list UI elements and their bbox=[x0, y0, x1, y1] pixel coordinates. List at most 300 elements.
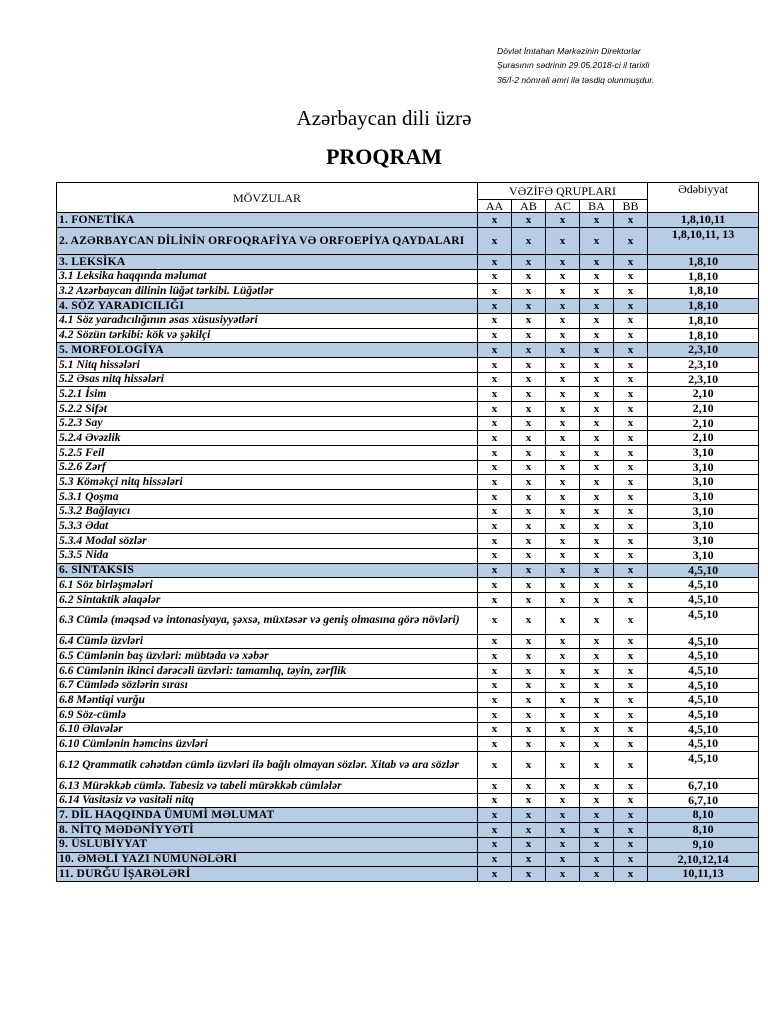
group-mark-cell: x bbox=[580, 578, 614, 593]
group-mark-cell: x bbox=[580, 269, 614, 284]
group-mark-cell: x bbox=[580, 431, 614, 446]
subtopic-row bbox=[57, 752, 759, 779]
topic-cell: 3.1 Leksika haqqında məlumat bbox=[57, 269, 478, 284]
topic-cell: 5.3.1 Qoşma bbox=[57, 490, 478, 505]
group-mark-cell: x bbox=[614, 737, 648, 752]
group-code-ba: BA bbox=[580, 200, 614, 213]
group-mark-cell: x bbox=[478, 387, 512, 402]
section-row bbox=[57, 867, 759, 882]
topic-cell: 9. ÜSLUBİYYAT bbox=[57, 837, 478, 852]
group-mark-cell: x bbox=[614, 808, 648, 823]
group-mark-cell: x bbox=[478, 372, 512, 387]
group-mark-cell: x bbox=[478, 504, 512, 519]
group-mark-cell: x bbox=[478, 678, 512, 693]
group-mark-cell: x bbox=[546, 357, 580, 372]
subtopic-row bbox=[57, 269, 759, 284]
literature-cell: 4,5,10 bbox=[648, 708, 759, 723]
literature-cell: 4,5,10 bbox=[648, 693, 759, 708]
group-mark-cell: x bbox=[512, 504, 546, 519]
group-mark-cell: x bbox=[512, 752, 546, 779]
group-mark-cell: x bbox=[580, 852, 614, 867]
group-mark-cell: x bbox=[580, 563, 614, 578]
group-mark-cell: x bbox=[546, 446, 580, 461]
group-mark-cell: x bbox=[580, 737, 614, 752]
group-mark-cell: x bbox=[512, 255, 546, 270]
subtopic-row bbox=[57, 519, 759, 534]
literature-cell: 4,5,10 bbox=[648, 634, 759, 649]
group-mark-cell: x bbox=[546, 328, 580, 343]
subtopic-row bbox=[57, 722, 759, 737]
literature-cell: 2,10 bbox=[648, 387, 759, 402]
subtopic-row bbox=[57, 313, 759, 328]
group-mark-cell: x bbox=[478, 548, 512, 563]
topic-cell: 6.4 Cümlə üzvləri bbox=[57, 634, 478, 649]
group-mark-cell: x bbox=[614, 867, 648, 882]
literature-cell: 1,8,10 bbox=[648, 328, 759, 343]
group-mark-cell: x bbox=[580, 779, 614, 794]
group-mark-cell: x bbox=[614, 490, 648, 505]
group-mark-cell: x bbox=[512, 269, 546, 284]
group-mark-cell: x bbox=[546, 752, 580, 779]
group-mark-cell: x bbox=[546, 284, 580, 299]
group-mark-cell: x bbox=[512, 708, 546, 723]
group-mark-cell: x bbox=[580, 793, 614, 808]
literature-cell: 2,10 bbox=[648, 431, 759, 446]
group-mark-cell: x bbox=[580, 649, 614, 664]
group-mark-cell: x bbox=[546, 387, 580, 402]
subtopic-row bbox=[57, 607, 759, 634]
topic-cell: 6.7 Cümlədə sözlərin sırası bbox=[57, 678, 478, 693]
group-mark-cell: x bbox=[512, 592, 546, 607]
approval-line-1: Dövlət İmtahan Mərkəzinin Direktorlar bbox=[497, 46, 641, 56]
group-mark-cell: x bbox=[546, 460, 580, 475]
group-mark-cell: x bbox=[478, 823, 512, 838]
group-mark-cell: x bbox=[546, 519, 580, 534]
literature-cell: 1,8,10,11 bbox=[648, 213, 759, 228]
group-mark-cell: x bbox=[580, 357, 614, 372]
group-mark-cell: x bbox=[478, 708, 512, 723]
group-code-aa: AA bbox=[478, 200, 512, 213]
group-mark-cell: x bbox=[478, 255, 512, 270]
group-mark-cell: x bbox=[580, 328, 614, 343]
group-mark-cell: x bbox=[512, 578, 546, 593]
group-mark-cell: x bbox=[580, 823, 614, 838]
group-mark-cell: x bbox=[478, 634, 512, 649]
group-mark-cell: x bbox=[512, 867, 546, 882]
group-mark-cell: x bbox=[546, 722, 580, 737]
group-mark-cell: x bbox=[546, 431, 580, 446]
group-mark-cell: x bbox=[614, 504, 648, 519]
subtopic-row bbox=[57, 490, 759, 505]
group-mark-cell: x bbox=[512, 722, 546, 737]
group-mark-cell: x bbox=[614, 284, 648, 299]
literature-cell: 4,5,10 bbox=[648, 563, 759, 578]
group-mark-cell: x bbox=[546, 634, 580, 649]
group-mark-cell: x bbox=[478, 490, 512, 505]
topic-cell: 5.2.5 Feil bbox=[57, 446, 478, 461]
subtopic-row bbox=[57, 634, 759, 649]
literature-cell: 2,3,10 bbox=[648, 343, 759, 358]
group-mark-cell: x bbox=[546, 255, 580, 270]
group-mark-cell: x bbox=[478, 693, 512, 708]
group-mark-cell: x bbox=[512, 663, 546, 678]
subtopic-row bbox=[57, 357, 759, 372]
group-mark-cell: x bbox=[614, 343, 648, 358]
subtopic-row bbox=[57, 737, 759, 752]
subtopic-row bbox=[57, 475, 759, 490]
group-mark-cell: x bbox=[580, 663, 614, 678]
literature-cell: 3,10 bbox=[648, 548, 759, 563]
group-mark-cell: x bbox=[546, 678, 580, 693]
group-mark-cell: x bbox=[478, 737, 512, 752]
subtopic-row bbox=[57, 372, 759, 387]
topic-cell: 6.14 Vasitəsiz və vasitəli nitq bbox=[57, 793, 478, 808]
group-mark-cell: x bbox=[546, 663, 580, 678]
literature-cell: 4,5,10 bbox=[648, 752, 759, 779]
subtopic-row bbox=[57, 578, 759, 593]
group-mark-cell: x bbox=[580, 867, 614, 882]
group-mark-cell: x bbox=[478, 793, 512, 808]
group-mark-cell: x bbox=[512, 563, 546, 578]
group-mark-cell: x bbox=[478, 284, 512, 299]
group-mark-cell: x bbox=[614, 357, 648, 372]
group-mark-cell: x bbox=[512, 213, 546, 228]
group-mark-cell: x bbox=[580, 708, 614, 723]
topic-cell: 6.1 Söz birləşmələri bbox=[57, 578, 478, 593]
section-row bbox=[57, 299, 759, 314]
group-mark-cell: x bbox=[546, 823, 580, 838]
group-mark-cell: x bbox=[478, 269, 512, 284]
group-mark-cell: x bbox=[478, 475, 512, 490]
group-mark-cell: x bbox=[614, 519, 648, 534]
group-mark-cell: x bbox=[478, 446, 512, 461]
literature-cell: 8,10 bbox=[648, 823, 759, 838]
group-mark-cell: x bbox=[614, 592, 648, 607]
section-row bbox=[57, 213, 759, 228]
subtopic-row bbox=[57, 779, 759, 794]
group-mark-cell: x bbox=[614, 446, 648, 461]
group-mark-cell: x bbox=[478, 343, 512, 358]
topic-cell: 5.1 Nitq hissələri bbox=[57, 357, 478, 372]
group-mark-cell: x bbox=[512, 737, 546, 752]
group-mark-cell: x bbox=[580, 607, 614, 634]
group-mark-cell: x bbox=[478, 852, 512, 867]
group-mark-cell: x bbox=[546, 852, 580, 867]
group-mark-cell: x bbox=[512, 534, 546, 549]
topic-cell: 5.2.1 İsim bbox=[57, 387, 478, 402]
subtopic-row bbox=[57, 663, 759, 678]
group-mark-cell: x bbox=[478, 592, 512, 607]
group-mark-cell: x bbox=[546, 793, 580, 808]
topics-header: MÖVZULAR bbox=[57, 183, 478, 213]
group-code-ab: AB bbox=[512, 200, 546, 213]
group-mark-cell: x bbox=[580, 837, 614, 852]
group-mark-cell: x bbox=[614, 416, 648, 431]
group-mark-cell: x bbox=[580, 519, 614, 534]
approval-line-3: 36/İ-2 nömrəli əmri ilə təsdiq olunmuşdur. bbox=[497, 74, 655, 85]
group-mark-cell: x bbox=[512, 634, 546, 649]
group-mark-cell: x bbox=[580, 504, 614, 519]
literature-cell: 1,8,10 bbox=[648, 269, 759, 284]
subtopic-row bbox=[57, 401, 759, 416]
topic-cell: 4.2 Sözün tərkibi: kök və şəkilçi bbox=[57, 328, 478, 343]
group-mark-cell: x bbox=[614, 313, 648, 328]
group-mark-cell: x bbox=[512, 548, 546, 563]
group-mark-cell: x bbox=[614, 634, 648, 649]
group-mark-cell: x bbox=[478, 752, 512, 779]
literature-cell: 4,5,10 bbox=[648, 649, 759, 664]
group-mark-cell: x bbox=[478, 431, 512, 446]
group-mark-cell: x bbox=[546, 490, 580, 505]
group-mark-cell: x bbox=[512, 446, 546, 461]
section-row bbox=[57, 255, 759, 270]
group-mark-cell: x bbox=[478, 213, 512, 228]
group-mark-cell: x bbox=[546, 504, 580, 519]
group-mark-cell: x bbox=[614, 852, 648, 867]
group-mark-cell: x bbox=[614, 649, 648, 664]
group-mark-cell: x bbox=[546, 737, 580, 752]
topic-cell: 5.3.2 Bağlayıcı bbox=[57, 504, 478, 519]
literature-cell: 3,10 bbox=[648, 446, 759, 461]
group-mark-cell: x bbox=[614, 269, 648, 284]
group-mark-cell: x bbox=[614, 693, 648, 708]
program-rows bbox=[57, 213, 759, 882]
group-mark-cell: x bbox=[512, 343, 546, 358]
group-mark-cell: x bbox=[478, 837, 512, 852]
group-mark-cell: x bbox=[512, 416, 546, 431]
group-mark-cell: x bbox=[546, 372, 580, 387]
subtopic-row bbox=[57, 284, 759, 299]
group-mark-cell: x bbox=[512, 401, 546, 416]
subtopic-row bbox=[57, 431, 759, 446]
group-mark-cell: x bbox=[580, 387, 614, 402]
section-row bbox=[57, 823, 759, 838]
subtopic-row bbox=[57, 416, 759, 431]
group-mark-cell: x bbox=[478, 519, 512, 534]
group-mark-cell: x bbox=[546, 808, 580, 823]
group-mark-cell: x bbox=[512, 823, 546, 838]
group-mark-cell: x bbox=[478, 607, 512, 634]
literature-cell: 6,7,10 bbox=[648, 793, 759, 808]
group-mark-cell: x bbox=[512, 649, 546, 664]
literature-cell: 1,8,10 bbox=[648, 284, 759, 299]
topic-cell: 5.3.4 Modal sözlər bbox=[57, 534, 478, 549]
group-mark-cell: x bbox=[580, 299, 614, 314]
group-mark-cell: x bbox=[580, 446, 614, 461]
group-mark-cell: x bbox=[614, 578, 648, 593]
group-mark-cell: x bbox=[614, 722, 648, 737]
group-mark-cell: x bbox=[546, 416, 580, 431]
group-mark-cell: x bbox=[546, 475, 580, 490]
group-mark-cell: x bbox=[478, 534, 512, 549]
group-mark-cell: x bbox=[512, 490, 546, 505]
literature-cell: 1,8,10,11, 13 bbox=[648, 228, 759, 255]
document-subtitle: PROQRAM bbox=[325, 144, 443, 169]
topic-cell: 3. LEKSİKA bbox=[57, 255, 478, 270]
group-mark-cell: x bbox=[580, 490, 614, 505]
topic-cell: 4. SÖZ YARADICILIĞI bbox=[57, 299, 478, 314]
topic-cell: 6.5 Cümlənin baş üzvləri: mübtəda və xəbər bbox=[57, 649, 478, 664]
subtopic-row bbox=[57, 446, 759, 461]
group-mark-cell: x bbox=[478, 867, 512, 882]
group-mark-cell: x bbox=[614, 328, 648, 343]
topic-cell: 5.3.5 Nida bbox=[57, 548, 478, 563]
topic-cell: 6.12 Qrammatik cəhətdən cümlə üzvləri ilə bağlı olmayan sözlər. Xitab və ara sözlər bbox=[57, 752, 478, 779]
group-mark-cell: x bbox=[478, 416, 512, 431]
document-title: Azərbaycan dili üzrə bbox=[296, 106, 472, 130]
group-mark-cell: x bbox=[512, 299, 546, 314]
section-row bbox=[57, 228, 759, 255]
group-mark-cell: x bbox=[580, 722, 614, 737]
subtopic-row bbox=[57, 708, 759, 723]
group-mark-cell: x bbox=[478, 779, 512, 794]
group-mark-cell: x bbox=[512, 357, 546, 372]
group-mark-cell: x bbox=[478, 313, 512, 328]
group-mark-cell: x bbox=[546, 708, 580, 723]
group-mark-cell: x bbox=[580, 460, 614, 475]
group-mark-cell: x bbox=[546, 313, 580, 328]
literature-cell: 2,10 bbox=[648, 416, 759, 431]
group-mark-cell: x bbox=[614, 534, 648, 549]
topic-cell: 6.10 Əlavələr bbox=[57, 722, 478, 737]
group-mark-cell: x bbox=[512, 475, 546, 490]
subtopic-row bbox=[57, 693, 759, 708]
topic-cell: 5.2.6 Zərf bbox=[57, 460, 478, 475]
topic-cell: 8. NİTQ MƏDƏNİYYƏTİ bbox=[57, 823, 478, 838]
approval-line-2: Şurasının sədrinin 29.05.2018-ci il tarixli bbox=[497, 60, 650, 71]
group-mark-cell: x bbox=[614, 431, 648, 446]
group-mark-cell: x bbox=[546, 607, 580, 634]
literature-cell: 2,10,12,14 bbox=[648, 852, 759, 867]
subtopic-row bbox=[57, 387, 759, 402]
group-mark-cell: x bbox=[512, 519, 546, 534]
group-mark-cell: x bbox=[614, 779, 648, 794]
topic-cell: 5.2.3 Say bbox=[57, 416, 478, 431]
topic-cell: 5.2 Əsas nitq hissələri bbox=[57, 372, 478, 387]
group-mark-cell: x bbox=[478, 578, 512, 593]
group-mark-cell: x bbox=[580, 372, 614, 387]
section-row bbox=[57, 837, 759, 852]
group-mark-cell: x bbox=[614, 255, 648, 270]
group-mark-cell: x bbox=[580, 401, 614, 416]
group-mark-cell: x bbox=[580, 213, 614, 228]
literature-cell: 2,10 bbox=[648, 401, 759, 416]
group-mark-cell: x bbox=[478, 808, 512, 823]
group-mark-cell: x bbox=[546, 534, 580, 549]
group-mark-cell: x bbox=[546, 563, 580, 578]
literature-cell: 1,8,10 bbox=[648, 299, 759, 314]
group-mark-cell: x bbox=[546, 548, 580, 563]
approval-note bbox=[497, 44, 654, 87]
group-mark-cell: x bbox=[580, 284, 614, 299]
group-mark-cell: x bbox=[614, 299, 648, 314]
topic-cell: 7. DİL HAQQINDA ÜMUMİ MƏLUMAT bbox=[57, 808, 478, 823]
group-code-ac: AC bbox=[546, 200, 580, 213]
group-mark-cell: x bbox=[546, 592, 580, 607]
group-code-bb: BB bbox=[614, 200, 648, 213]
group-mark-cell: x bbox=[614, 837, 648, 852]
group-mark-cell: x bbox=[512, 228, 546, 255]
topic-cell: 11. DURĞU İŞARƏLƏRİ bbox=[57, 867, 478, 882]
topic-cell: 6.13 Mürəkkəb cümlə. Tabesiz və tabeli mürəkkəb cümlələr bbox=[57, 779, 478, 794]
topic-cell: 3.2 Azərbaycan dilinin lüğət tərkibi. Lüğətlər bbox=[57, 284, 478, 299]
topic-cell: 5.3.3 Ədat bbox=[57, 519, 478, 534]
group-mark-cell: x bbox=[478, 649, 512, 664]
group-mark-cell: x bbox=[614, 793, 648, 808]
group-mark-cell: x bbox=[512, 678, 546, 693]
group-mark-cell: x bbox=[580, 634, 614, 649]
group-mark-cell: x bbox=[546, 299, 580, 314]
topic-cell: 5.3 Köməkçi nitq hissələri bbox=[57, 475, 478, 490]
group-mark-cell: x bbox=[512, 852, 546, 867]
literature-cell: 3,10 bbox=[648, 475, 759, 490]
group-mark-cell: x bbox=[512, 808, 546, 823]
group-mark-cell: x bbox=[546, 867, 580, 882]
literature-cell: 3,10 bbox=[648, 490, 759, 505]
group-mark-cell: x bbox=[478, 299, 512, 314]
group-mark-cell: x bbox=[580, 548, 614, 563]
topic-cell: 6.6 Cümlənin ikinci dərəcəli üzvləri: tamamlıq, təyin, zərflik bbox=[57, 663, 478, 678]
group-mark-cell: x bbox=[546, 401, 580, 416]
group-mark-cell: x bbox=[580, 416, 614, 431]
group-mark-cell: x bbox=[512, 793, 546, 808]
subtopic-row bbox=[57, 460, 759, 475]
literature-cell: 9,10 bbox=[648, 837, 759, 852]
group-mark-cell: x bbox=[580, 592, 614, 607]
group-mark-cell: x bbox=[478, 357, 512, 372]
literature-header: Ədəbiyyat bbox=[648, 183, 759, 213]
group-mark-cell: x bbox=[512, 779, 546, 794]
group-mark-cell: x bbox=[546, 213, 580, 228]
subtopic-row bbox=[57, 678, 759, 693]
topic-cell: 5.2.2 Sifət bbox=[57, 401, 478, 416]
group-mark-cell: x bbox=[512, 460, 546, 475]
section-row bbox=[57, 852, 759, 867]
group-mark-cell: x bbox=[512, 837, 546, 852]
group-mark-cell: x bbox=[614, 752, 648, 779]
group-mark-cell: x bbox=[580, 475, 614, 490]
group-mark-cell: x bbox=[546, 649, 580, 664]
literature-cell: 3,10 bbox=[648, 534, 759, 549]
group-mark-cell: x bbox=[478, 328, 512, 343]
group-mark-cell: x bbox=[478, 401, 512, 416]
group-mark-cell: x bbox=[580, 534, 614, 549]
group-mark-cell: x bbox=[546, 343, 580, 358]
literature-cell: 4,5,10 bbox=[648, 578, 759, 593]
group-mark-cell: x bbox=[512, 431, 546, 446]
group-mark-cell: x bbox=[580, 228, 614, 255]
group-mark-cell: x bbox=[478, 460, 512, 475]
topic-cell: 5. MORFOLOGİYA bbox=[57, 343, 478, 358]
topic-cell: 6.3 Cümlə (məqsəd və intonasiyaya, şəxsə, müxtəsər və geniş olmasına görə növləri) bbox=[57, 607, 478, 634]
group-mark-cell: x bbox=[546, 837, 580, 852]
group-mark-cell: x bbox=[512, 372, 546, 387]
group-mark-cell: x bbox=[512, 284, 546, 299]
group-mark-cell: x bbox=[546, 228, 580, 255]
group-mark-cell: x bbox=[614, 678, 648, 693]
group-mark-cell: x bbox=[614, 607, 648, 634]
group-mark-cell: x bbox=[614, 372, 648, 387]
group-mark-cell: x bbox=[478, 228, 512, 255]
group-mark-cell: x bbox=[546, 779, 580, 794]
group-mark-cell: x bbox=[580, 693, 614, 708]
topic-cell: 4.1 Söz yaradıcılığının əsas xüsusiyyətləri bbox=[57, 313, 478, 328]
subtopic-row bbox=[57, 793, 759, 808]
literature-cell: 3,10 bbox=[648, 519, 759, 534]
group-mark-cell: x bbox=[580, 678, 614, 693]
topic-cell: 6.2 Sintaktik əlaqələr bbox=[57, 592, 478, 607]
literature-cell: 4,5,10 bbox=[648, 607, 759, 634]
